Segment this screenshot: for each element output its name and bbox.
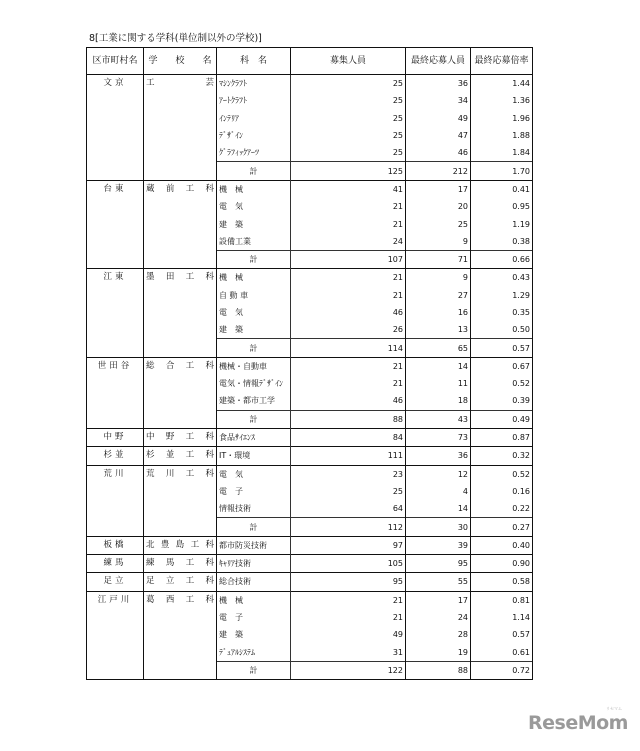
quota-cell: 25 [291,92,406,109]
quota-cell: 111 [291,447,406,465]
ratio-cell: 0.41 [471,180,533,198]
applicants-cell: 16 [406,304,471,321]
school-name-char: 科 [205,183,214,194]
subject-cell: 電 気 [217,198,291,215]
school-name [146,269,214,286]
subject-cell: ﾃﾞｭｱﾙｼｽﾃﾑ [217,644,291,662]
quota-cell: 21 [291,198,406,215]
subject-cell: ｲﾝﾃﾘｱ [217,110,291,127]
ratio-cell: 0.90 [471,555,533,573]
subject-cell: 機 械 [217,269,291,287]
subject-cell: 設備工業 [217,233,291,251]
school-cell [144,75,217,181]
school-name [146,447,214,464]
ward-cell: 江戸川 [87,591,144,679]
applicants-cell: 95 [406,555,471,573]
resemom-logo-kana: リセマム [606,706,622,711]
applicants-cell: 65 [406,339,471,357]
school-name-char: 科 [205,360,214,371]
school-name-char: 合 [165,360,175,371]
school-name-char: 墨 [146,272,155,283]
school-name-char: 野 [165,431,175,442]
quota-cell: 112 [291,518,406,536]
ratio-cell: 0.32 [471,447,533,465]
subject-cell: 自 動 車 [217,287,291,304]
school-name-char: 科 [205,594,214,605]
quota-cell: 84 [291,428,406,446]
school-name-char: 中 [146,431,155,442]
ward-cell: 練馬 [87,555,144,573]
school-cell [144,180,217,268]
ratio-cell: 0.52 [471,375,533,392]
applicants-cell: 88 [406,661,471,679]
school-cell [144,269,217,357]
subject-cell: 電 気 [217,304,291,321]
quota-cell: 122 [291,661,406,679]
ratio-cell: 0.72 [471,661,533,679]
quota-cell: 25 [291,144,406,162]
table-row [87,75,533,93]
quota-cell: 25 [291,127,406,144]
school-name-char: 芸 [205,78,214,88]
subject-cell: 総合技術 [217,573,291,591]
school-cell [144,555,217,573]
quota-cell: 125 [291,162,406,180]
ratio-cell: 0.57 [471,626,533,643]
ward-cell: 世田谷 [87,357,144,428]
total-label: 計 [217,250,291,268]
table-row [87,465,533,483]
school-cell [144,357,217,428]
subject-cell: 食品ｻｲｴﾝｽ [217,428,291,446]
table-row [87,591,533,609]
quota-cell: 95 [291,573,406,591]
applicants-cell: 25 [406,215,471,232]
ratio-cell: 1.29 [471,287,533,304]
quota-cell: 97 [291,536,406,554]
applicants-cell: 73 [406,428,471,446]
school-name-char: 前 [165,183,175,194]
subject-cell: 機械・自動車 [217,357,291,375]
school-name-char: 西 [165,594,175,605]
quota-cell: 25 [291,75,406,93]
header-ward: 区市町村名 [87,48,144,75]
table-row [87,180,533,198]
applicants-cell: 212 [406,162,471,180]
subject-cell: 建 築 [217,626,291,643]
applicants-cell: 14 [406,357,471,375]
applicants-cell: 28 [406,626,471,643]
school-name [146,555,214,572]
resemom-logo: ReseMom [528,712,628,734]
applicants-cell: 36 [406,447,471,465]
ratio-cell: 1.70 [471,162,533,180]
school-name [146,358,214,375]
school-cell [144,573,217,591]
subject-cell: 電気・情報ﾃﾞｻﾞｲﾝ [217,375,291,392]
applicants-cell: 14 [406,500,471,518]
school-name-char: 豊 [160,539,170,550]
subject-cell: 建築・都市工学 [217,392,291,410]
school-name-char: 科 [205,450,214,461]
subject-cell: 電 子 [217,483,291,500]
ratio-cell: 0.87 [471,428,533,446]
subject-cell: ｸﾞﾗﾌｨｯｸｱｰﾂ [217,144,291,162]
table-row [87,428,533,446]
applicants-cell: 39 [406,536,471,554]
table-row [87,447,533,465]
school-name-char: 工 [185,431,195,442]
school-cell [144,465,217,536]
total-label: 計 [217,339,291,357]
applicants-cell: 9 [406,233,471,251]
subject-cell: 機 械 [217,591,291,609]
quota-cell: 21 [291,609,406,626]
header-applicants: 最終応募人員 [406,48,471,75]
school-name-char: 荒 [146,468,155,479]
header-row [87,48,533,75]
subject-cell: 情報技術 [217,500,291,518]
ratio-cell: 0.66 [471,250,533,268]
quota-cell: 105 [291,555,406,573]
quota-cell: 21 [291,375,406,392]
school-cell [144,447,217,465]
school-name [146,573,214,590]
applicants-cell: 24 [406,609,471,626]
school-name-char: 科 [205,539,214,550]
header-subject: 科 名 [217,48,291,75]
school-name-char: 馬 [165,558,175,569]
school-name-char: 工 [185,468,195,479]
ward-cell: 荒川 [87,465,144,536]
ratio-cell: 1.88 [471,127,533,144]
total-label: 計 [217,162,291,180]
subject-cell: ﾏｼﾝｸﾗﾌﾄ [217,75,291,93]
ratio-cell: 1.36 [471,92,533,109]
school-name-char: 工 [185,558,195,569]
subject-cell: 機 械 [217,180,291,198]
total-label: 計 [217,518,291,536]
ratio-cell: 1.96 [471,110,533,127]
school-name-char: 工 [146,78,155,88]
header-ratio: 最終応募倍率 [471,48,533,75]
ratio-cell: 1.84 [471,144,533,162]
ratio-cell: 0.22 [471,500,533,518]
quota-cell: 114 [291,339,406,357]
table-row [87,536,533,554]
applicants-cell: 20 [406,198,471,215]
quota-cell: 21 [291,591,406,609]
applicants-cell: 17 [406,180,471,198]
school-name-char: 田 [165,272,175,283]
ward-cell: 杉並 [87,447,144,465]
ward-cell: 江東 [87,269,144,357]
applicants-cell: 27 [406,287,471,304]
applicants-cell: 19 [406,644,471,662]
quota-cell: 23 [291,465,406,483]
table-row [87,357,533,375]
school-name-char: 科 [205,558,214,569]
ratio-cell: 0.61 [471,644,533,662]
applicants-cell: 11 [406,375,471,392]
ratio-cell: 0.39 [471,392,533,410]
quota-cell: 49 [291,626,406,643]
quota-cell: 46 [291,304,406,321]
ratio-cell: 0.43 [471,269,533,287]
quota-cell: 41 [291,180,406,198]
quota-cell: 88 [291,410,406,428]
school-cell [144,591,217,679]
ratio-cell: 0.38 [471,233,533,251]
school-name-char: 工 [190,539,200,550]
school-name-char: 工 [185,450,195,461]
applicants-cell: 4 [406,483,471,500]
school-name-char: 並 [165,450,175,461]
applicants-cell: 49 [406,110,471,127]
table-caption: 8[工業に関する学科(単位制以外の学校)] [89,33,262,44]
subject-cell: 電 気 [217,465,291,483]
ratio-cell: 0.40 [471,536,533,554]
header-quota: 募集人員 [291,48,406,75]
school-name-char: 工 [185,272,195,283]
school-name-char: 科 [205,468,214,479]
table-row [87,269,533,287]
applicants-cell: 17 [406,591,471,609]
ratio-cell: 0.95 [471,198,533,215]
subject-cell: 電 子 [217,609,291,626]
ratio-cell: 1.14 [471,609,533,626]
quota-cell: 64 [291,500,406,518]
ratio-cell: 0.27 [471,518,533,536]
ratio-cell: 0.81 [471,591,533,609]
ward-cell: 文京 [87,75,144,181]
school-name-char: 総 [146,360,155,371]
quota-cell: 21 [291,215,406,232]
admissions-table [86,47,533,680]
quota-cell: 107 [291,250,406,268]
applicants-cell: 43 [406,410,471,428]
total-label: 計 [217,410,291,428]
ward-cell: 台東 [87,180,144,268]
applicants-cell: 12 [406,465,471,483]
ratio-cell: 0.50 [471,321,533,339]
school-name-char: 足 [146,576,155,587]
school-name [146,75,214,92]
header-school: 学 校 名 [144,48,217,75]
applicants-cell: 55 [406,573,471,591]
school-name-char: 科 [205,576,214,587]
school-name-char: 練 [146,558,155,569]
ward-cell: 板橋 [87,536,144,554]
school-name-char: 工 [185,360,195,371]
school-name-char: 工 [185,594,195,605]
total-label: 計 [217,661,291,679]
applicants-cell: 47 [406,127,471,144]
school-name-char: 工 [185,183,195,194]
ratio-cell: 0.58 [471,573,533,591]
school-name-char: 杉 [146,450,155,461]
table-row [87,555,533,573]
quota-cell: 21 [291,287,406,304]
quota-cell: 21 [291,269,406,287]
subject-cell: 建 築 [217,321,291,339]
quota-cell: 46 [291,392,406,410]
ratio-cell: 0.49 [471,410,533,428]
applicants-cell: 9 [406,269,471,287]
subject-cell: 都市防災技術 [217,536,291,554]
school-name-char: 川 [165,468,175,479]
school-name-char: 工 [185,576,195,587]
school-name [146,466,214,483]
ratio-cell: 1.19 [471,215,533,232]
school-name-char: 蔵 [146,183,155,194]
subject-cell: IT・環境 [217,447,291,465]
applicants-cell: 18 [406,392,471,410]
ratio-cell: 0.67 [471,357,533,375]
quota-cell: 26 [291,321,406,339]
applicants-cell: 30 [406,518,471,536]
quota-cell: 24 [291,233,406,251]
subject-cell: ﾃﾞｻﾞｲﾝ [217,127,291,144]
school-name [146,537,214,554]
applicants-cell: 46 [406,144,471,162]
school-name-char: 葛 [146,594,155,605]
ratio-cell: 0.16 [471,483,533,500]
table-row [87,573,533,591]
ratio-cell: 0.52 [471,465,533,483]
school-name-char: 北 [146,539,155,550]
ratio-cell: 0.35 [471,304,533,321]
applicants-cell: 36 [406,75,471,93]
quota-cell: 25 [291,483,406,500]
subject-cell: 建 築 [217,215,291,232]
table-body [87,75,533,680]
school-name-char: 島 [175,539,185,550]
school-name [146,181,214,198]
ward-cell: 足立 [87,573,144,591]
quota-cell: 25 [291,110,406,127]
ratio-cell: 0.57 [471,339,533,357]
school-cell [144,428,217,446]
school-name [146,429,214,446]
quota-cell: 21 [291,357,406,375]
subject-cell: ｱｰﾄｸﾗﾌﾄ [217,92,291,109]
ratio-cell: 1.44 [471,75,533,93]
applicants-cell: 34 [406,92,471,109]
applicants-cell: 13 [406,321,471,339]
subject-cell: ｷｬﾘｱ技術 [217,555,291,573]
school-name [146,592,214,609]
school-name-char: 立 [165,576,175,587]
school-name-char: 科 [205,272,214,283]
quota-cell: 31 [291,644,406,662]
applicants-cell: 71 [406,250,471,268]
school-name-char: 科 [205,431,214,442]
ward-cell: 中野 [87,428,144,446]
school-cell [144,536,217,554]
